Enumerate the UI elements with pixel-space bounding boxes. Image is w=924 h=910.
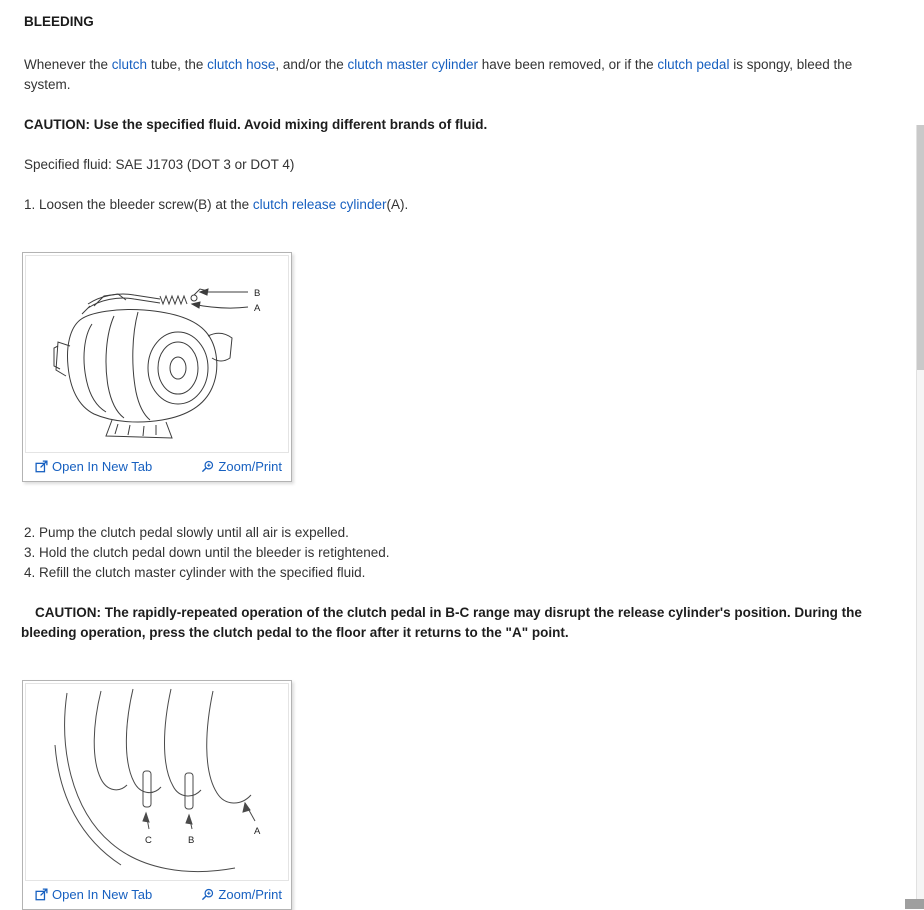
figure-pedal (22, 680, 292, 910)
figure2-label-b: B (188, 835, 195, 846)
figure-pedal-toolbar (25, 881, 289, 907)
horizontal-scrollbar-thumb[interactable] (905, 899, 924, 909)
intro-text-4: have been removed, or if the (478, 57, 658, 72)
step-4: 4. Refill the clutch master cylinder with the specified fluid. (24, 565, 366, 580)
intro-paragraph (24, 55, 888, 95)
open-in-new-tab-icon (35, 888, 48, 901)
figure2-open-in-new-tab-link[interactable] (35, 887, 152, 902)
figure-transmission-image[interactable] (25, 255, 289, 453)
clutch-pedal-link[interactable]: clutch pedal (657, 57, 730, 72)
figure-pedal-image[interactable] (25, 683, 289, 881)
intro-text-5: is spongy, bleed the system. (24, 57, 853, 92)
transmission-diagram (42, 262, 272, 447)
zoom-print-icon (201, 460, 214, 473)
zoom-print-label: Zoom/Print (218, 886, 282, 902)
figure2-zoom-print-link[interactable] (201, 887, 282, 902)
figure1-label-a: A (254, 302, 261, 314)
specified-fluid-line: Specified fluid: SAE J1703 (DOT 3 or DOT 4) (24, 157, 295, 172)
figure2-label-a: A (254, 826, 261, 837)
caution-fluid-note: CAUTION: Use the specified fluid. Avoid mixing different brands of fluid. (24, 117, 488, 132)
step-1-text: 1. Loosen the bleeder screw(B) at the (24, 197, 253, 212)
step-1 (24, 195, 888, 215)
figure1-label-b: B (254, 287, 261, 299)
figure2-label-c: C (145, 835, 152, 846)
zoom-print-icon (201, 888, 214, 901)
caution-pedal-note: CAUTION: The rapidly-repeated operation of the clutch pedal in B-C range may disrupt the release cylinder's position. During the bleeding operation, press the clutch pedal to the floor after it returns to the "A" point. (21, 605, 862, 640)
vertical-scrollbar[interactable] (916, 125, 924, 909)
step-1-text-2: (A). (386, 197, 409, 212)
clutch-master-cylinder-link[interactable]: clutch master cylinder (347, 57, 479, 72)
open-in-new-tab-icon (35, 460, 48, 473)
open-in-new-tab-label: Open In New Tab (52, 458, 153, 474)
pedal-stroke-diagram (37, 687, 277, 877)
intro-text-1: Whenever the (24, 57, 112, 72)
vertical-scrollbar-thumb[interactable] (917, 125, 924, 370)
clutch-link[interactable]: clutch (111, 57, 148, 72)
clutch-hose-link[interactable]: clutch hose (207, 57, 276, 72)
figure-transmission (22, 252, 292, 482)
step-3: 3. Hold the clutch pedal down until the bleeder is retightened. (24, 545, 390, 560)
intro-text-3: , and/or the (275, 57, 348, 72)
clutch-release-cylinder-link[interactable]: clutch release cylinder (252, 197, 387, 212)
steps-list (24, 523, 888, 583)
step-2: 2. Pump the clutch pedal slowly until all air is expelled. (24, 525, 349, 540)
intro-text-2: tube, the (147, 57, 208, 72)
figure1-zoom-print-link[interactable] (201, 459, 282, 474)
figure-transmission-toolbar (25, 453, 289, 479)
page-title: BLEEDING (24, 14, 94, 29)
figure1-open-in-new-tab-link[interactable] (35, 459, 152, 474)
zoom-print-label: Zoom/Print (218, 458, 282, 474)
open-in-new-tab-label: Open In New Tab (52, 886, 153, 902)
